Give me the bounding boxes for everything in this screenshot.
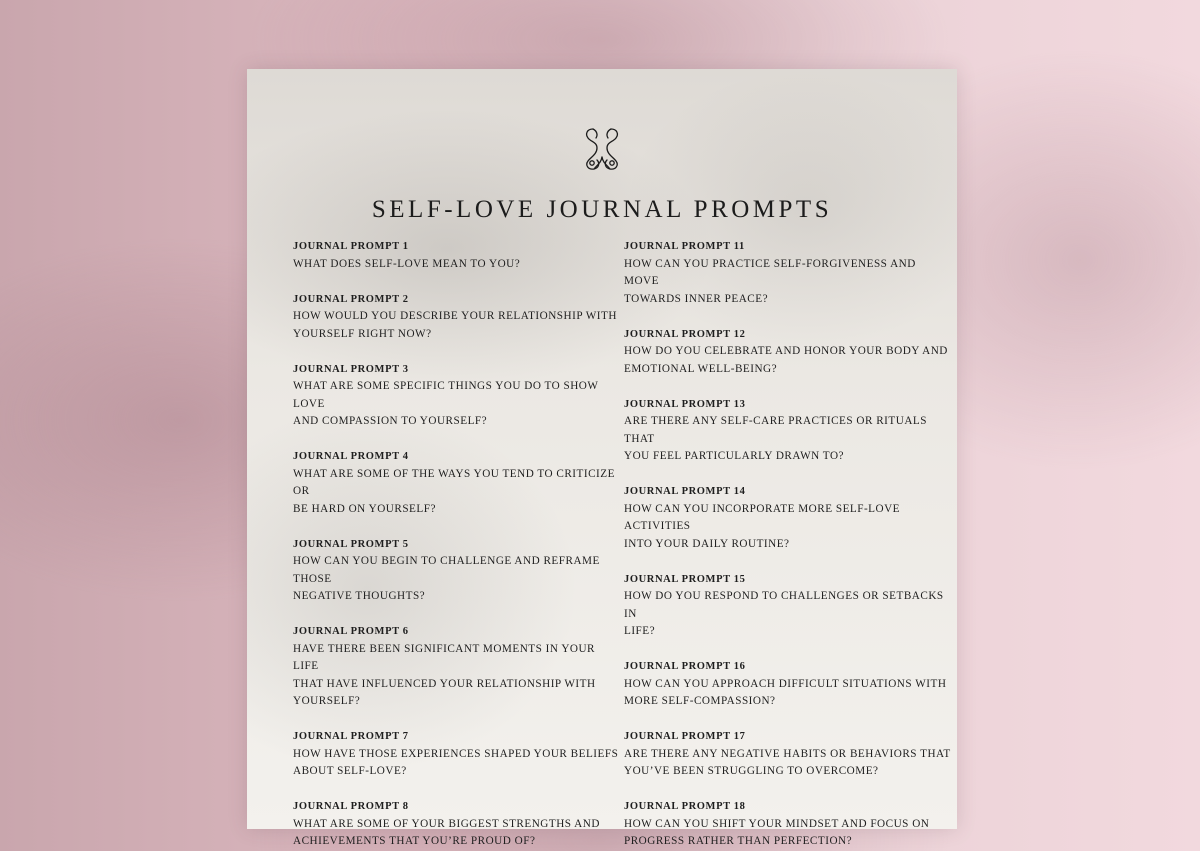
prompt-text-line: HOW HAVE THOSE EXPERIENCES SHAPED YOUR BELIEFS [293, 747, 619, 760]
prompt-text-line: HOW CAN YOU APPROACH DIFFICULT SITUATIONS WITH [624, 677, 947, 690]
prompt-heading: JOURNAL PROMPT 4 [293, 451, 409, 462]
prompt-text-line: ARE THERE ANY SELF-CARE PRACTICES OR RITUALS THAT [624, 415, 927, 445]
prompt-heading: JOURNAL PROMPT 1 [293, 241, 409, 252]
journal-prompt [293, 238, 623, 273]
journal-prompt [624, 483, 954, 553]
prompt-heading: JOURNAL PROMPT 12 [624, 328, 746, 340]
prompt-text-line: ACHIEVEMENTS THAT YOU’RE PROUD OF? [293, 835, 536, 847]
journal-prompt [293, 623, 623, 711]
prompt-text-line: YOU FEEL PARTICULARLY DRAWN TO? [624, 450, 844, 462]
page-title: SELF-LOVE JOURNAL PROMPTS [371, 196, 833, 223]
prompt-text-line: HOW CAN YOU PRACTICE SELF-FORGIVENESS AND MOVE [624, 257, 916, 287]
journal-prompt [293, 448, 623, 518]
journal-prompt [624, 798, 954, 851]
journal-prompt [624, 571, 954, 641]
prompt-text-line: HOW DO YOU RESPOND TO CHALLENGES OR SETBACKS IN [624, 590, 944, 620]
prompt-heading: JOURNAL PROMPT 16 [624, 661, 746, 672]
prompt-text-line: BE HARD ON YOURSELF? [293, 502, 436, 515]
prompt-text-line: HOW DO YOU CELEBRATE AND HONOR YOUR BODY AND [624, 345, 948, 357]
journal-prompt [624, 658, 954, 711]
journal-prompt [624, 396, 954, 466]
prompt-text-line: WHAT ARE SOME OF YOUR BIGGEST STRENGTHS AND [293, 817, 600, 830]
prompt-heading: JOURNAL PROMPT 3 [293, 363, 409, 375]
prompt-text-line: TOWARDS INNER PEACE? [624, 292, 769, 305]
prompt-text-line: HOW WOULD YOU DESCRIBE YOUR RELATIONSHIP WITH [293, 310, 617, 322]
prompt-heading: JOURNAL PROMPT 6 [293, 626, 409, 637]
prompt-text-line: EMOTIONAL WELL-BEING? [624, 362, 778, 375]
prompt-text-line: INTO YOUR DAILY ROUTINE? [624, 537, 790, 550]
prompt-heading: JOURNAL PROMPT 2 [293, 293, 409, 305]
journal-prompt [624, 728, 954, 781]
prompt-heading: JOURNAL PROMPT 15 [624, 573, 746, 585]
journal-prompt [293, 798, 623, 851]
prompt-text-line: MORE SELF-COMPASSION? [624, 695, 776, 707]
journal-prompt [293, 536, 623, 606]
prompt-text-line: WHAT ARE SOME OF THE WAYS YOU TEND TO CRITICIZE OR [293, 467, 615, 497]
prompt-text-line: ARE THERE ANY NEGATIVE HABITS OR BEHAVIORS THAT [624, 747, 951, 760]
prompt-text-line: HOW CAN YOU SHIFT YOUR MINDSET AND FOCUS ON [624, 817, 930, 830]
prompt-heading: JOURNAL PROMPT 11 [624, 241, 745, 252]
prompt-heading: JOURNAL PROMPT 14 [624, 486, 746, 497]
prompts-right-column [624, 238, 954, 851]
prompt-heading: JOURNAL PROMPT 7 [293, 731, 409, 742]
journal-prompt [624, 326, 954, 379]
prompt-text-line: HOW CAN YOU INCORPORATE MORE SELF-LOVE ACTIVITIES [624, 502, 901, 532]
prompt-text-line: THAT HAVE INFLUENCED YOUR RELATIONSHIP WITH [293, 677, 596, 690]
monogram-logo-icon [579, 123, 625, 173]
prompt-text-line: WHAT DOES SELF-LOVE MEAN TO YOU? [293, 257, 521, 270]
prompt-text-line: WHAT ARE SOME SPECIFIC THINGS YOU DO TO SHOW LOVE [293, 380, 599, 410]
prompt-heading: JOURNAL PROMPT 17 [624, 731, 746, 742]
journal-page [247, 69, 957, 847]
journal-prompt [293, 361, 623, 431]
prompt-text-line: YOURSELF RIGHT NOW? [293, 327, 432, 340]
prompt-text-line: LIFE? [624, 625, 656, 637]
prompt-text-line: PROGRESS RATHER THAN PERFECTION? [624, 835, 853, 847]
prompt-heading: JOURNAL PROMPT 5 [293, 538, 409, 550]
prompt-text-line: HAVE THERE BEEN SIGNIFICANT MOMENTS IN YOUR LIFE [293, 642, 596, 672]
prompt-text-line: YOURSELF? [293, 695, 361, 707]
prompt-text-line: YOU’VE BEEN STRUGGLING TO OVERCOME? [624, 765, 879, 777]
prompt-text-line: ABOUT SELF-LOVE? [293, 765, 407, 777]
journal-prompt [624, 238, 954, 308]
prompt-heading: JOURNAL PROMPT 18 [624, 801, 746, 812]
prompt-text-line: HOW CAN YOU BEGIN TO CHALLENGE AND REFRAME THOSE [293, 555, 600, 585]
prompts-left-column [293, 238, 623, 851]
prompt-heading: JOURNAL PROMPT 13 [624, 398, 746, 410]
prompt-text-line: NEGATIVE THOUGHTS? [293, 590, 426, 602]
prompt-text-line: AND COMPASSION TO YOURSELF? [293, 415, 488, 427]
prompt-heading: JOURNAL PROMPT 8 [293, 801, 409, 812]
journal-prompt [293, 728, 623, 781]
journal-prompt [293, 291, 623, 344]
